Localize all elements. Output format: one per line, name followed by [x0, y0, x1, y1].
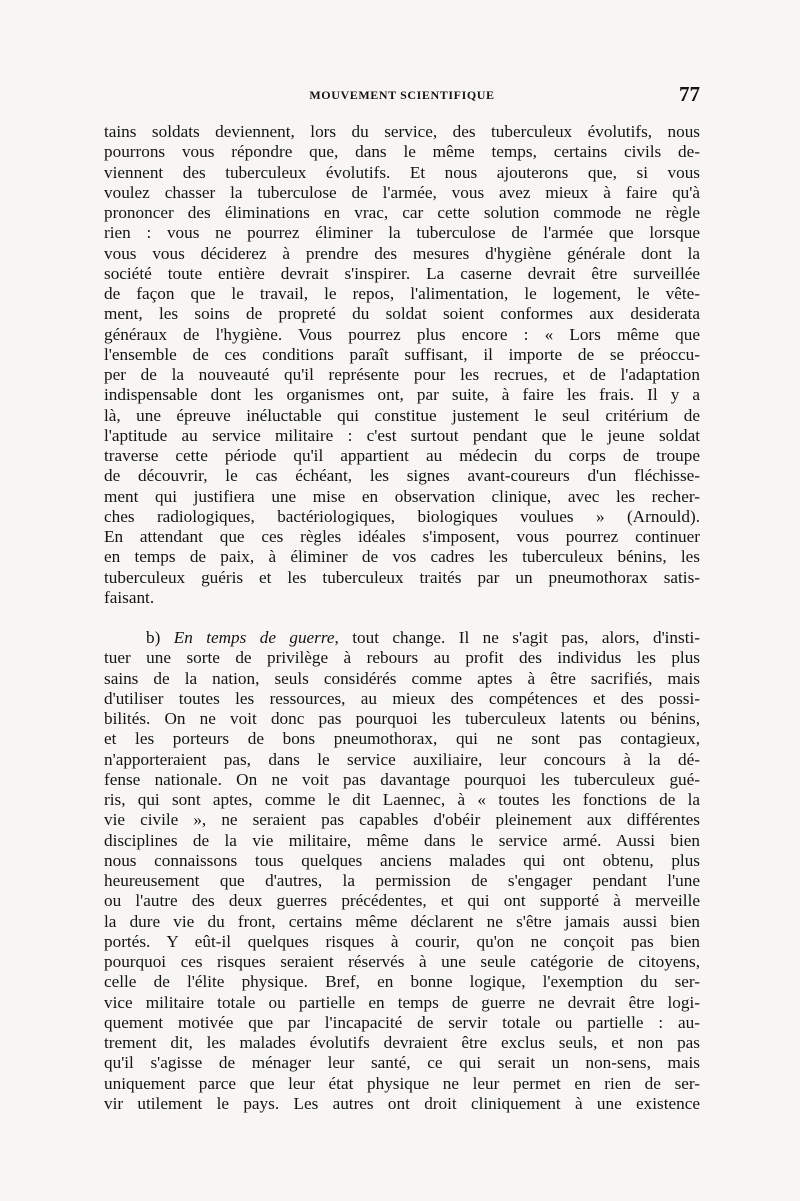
text-line: vie civile », ne seraient pas capables d'obéir pleinement aux différentes	[104, 810, 700, 830]
text-line: l'aptitude au service militaire : c'est surtout pendant que le jeune soldat	[104, 425, 700, 445]
text-line: la dure vie du front, certains même déclarent ne s'être jamais aussi bien	[104, 911, 700, 931]
text-line: n'apporteraient pas, dans le service auxiliaire, leur concours à la dé-	[104, 749, 700, 769]
text-line: portés. Y eût-il quelques risques à courir, qu'on ne conçoit pas bien	[104, 931, 700, 951]
body-text	[104, 122, 700, 1114]
text-line: là, une épreuve inéluctable qui constitue justement le seul critérium de	[104, 405, 700, 425]
text-line: prononcer des éliminations en vrac, car cette solution commode ne règle	[104, 203, 700, 222]
text-line: d'utiliser toutes les ressources, au mieux des compétences et des possi-	[104, 688, 700, 708]
section-heading-italic: En temps de guerre	[173, 628, 335, 647]
text-line: heureusement que d'autres, la permission de s'engager pendant l'une	[104, 871, 700, 890]
text-line: vice militaire totale ou partielle en temps de guerre ne devrait être logi-	[104, 992, 700, 1012]
text-line: ou l'autre des deux guerres précédentes, et qui ont supporté à merveille	[104, 891, 700, 911]
text-line: voulez chasser la tuberculose de l'armée, vous avez mieux à faire qu'à	[104, 182, 700, 202]
text-segment: , tout change. Il ne s'agit pas, alors, d'insti-	[334, 628, 700, 647]
text-line: vir utilement le pays. Les autres ont droit cliniquement à une existence	[104, 1093, 700, 1113]
text-line: trement dit, les malades évolutifs devraient être exclus seuls, et non pas	[104, 1033, 700, 1052]
text-line: tuer une sorte de privilège à rebours au profit des individus les plus	[104, 648, 700, 668]
text-line: per de la nouveauté qu'il représente pour les recrues, et de l'adaptation	[104, 365, 700, 384]
text-line: rien : vous ne pourrez éliminer la tuberculose de l'armée que lorsque	[104, 223, 700, 243]
text-line: pourquoi ces risques seraient réservés à une seule catégorie de citoyens,	[104, 952, 700, 971]
text-line: quement motivée que par l'incapacité de servir totale ou partielle : au-	[104, 1012, 700, 1032]
paragraph-2	[104, 628, 700, 1114]
text-line: de découvrir, le cas échéant, les signes avant-coureurs d'un fléchisse-	[104, 466, 700, 486]
text-line: faisant.	[104, 587, 155, 607]
text-line: de façon que le travail, le repos, l'alimentation, le logement, le vête-	[104, 284, 700, 303]
text-line	[104, 628, 700, 648]
text-line: ris, qui sont aptes, comme le dit Laennec, à « toutes les fonctions de la	[104, 790, 700, 809]
text-line: indispensable dont les organismes ont, par suite, à faire les frais. Il y a	[104, 385, 700, 405]
text-line: l'ensemble de ces conditions paraît suffisant, il importe de se préoccu-	[104, 344, 700, 364]
text-line: traverse cette période qu'il appartient au médecin du corps de troupe	[104, 446, 700, 465]
list-marker: b)	[146, 628, 174, 647]
text-line: ches radiologiques, bactériologiques, biologiques voulues » (Arnould).	[104, 506, 700, 526]
text-line: ment, les soins de propreté du soldat soient conformes aux desiderata	[104, 304, 700, 324]
text-line: ment qui justifiera une mise en observation clinique, avec les recher-	[104, 486, 700, 506]
text-line: disciplines de la vie militaire, même dans le service armé. Aussi bien	[104, 830, 700, 850]
text-line: société toute entière devrait s'inspirer. La caserne devrait être surveillée	[104, 263, 700, 283]
paragraph-1	[104, 122, 700, 608]
text-line: qu'il s'agisse de ménager leur santé, ce qui serait un non-sens, mais	[104, 1053, 700, 1073]
text-line: généraux de l'hygiène. Vous pourrez plus encore : « Lors même que	[104, 324, 700, 344]
text-line: vous vous déciderez à prendre des mesures d'hygiène générale dont la	[104, 243, 700, 263]
text-line: En attendant que ces règles idéales s'imposent, vous pourrez continuer	[104, 527, 700, 546]
page-header	[104, 82, 700, 112]
text-line: nous connaissons tous quelques anciens malades qui ont obtenu, plus	[104, 850, 700, 870]
text-line: pourrons vous répondre que, dans le même temps, certains civils de-	[104, 142, 700, 162]
text-line: tains soldats deviennent, lors du service, des tuberculeux évolutifs, nous	[104, 122, 700, 141]
paragraph-gap	[104, 608, 700, 628]
text-line: celle de l'élite physique. Bref, en bonne logique, l'exemption du ser-	[104, 972, 700, 992]
text-line: uniquement parce que leur état physique ne leur permet en rien de ser-	[104, 1073, 700, 1093]
text-line: fense nationale. On ne voit pas davantage pourquoi les tuberculeux gué-	[104, 769, 700, 789]
text-line: bilités. On ne voit donc pas pourquoi les tuberculeux latents ou bénins,	[104, 709, 700, 728]
text-line: viennent des tuberculeux évolutifs. Et nous ajouterons que, si vous	[104, 162, 700, 182]
text-line: en temps de paix, à éliminer de vos cadres les tuberculeux bénins, les	[104, 547, 700, 567]
text-line: sains de la nation, seuls considérés comme aptes à être sacrifiés, mais	[104, 668, 700, 688]
page-number: 77	[679, 82, 700, 106]
text-line: tuberculeux guéris et les tuberculeux traités par un pneumothorax satis-	[104, 567, 700, 587]
running-title: MOUVEMENT SCIENTIFIQUE	[309, 88, 495, 102]
text-line: et les porteurs de bons pneumothorax, qui ne sont pas contagieux,	[104, 729, 700, 749]
